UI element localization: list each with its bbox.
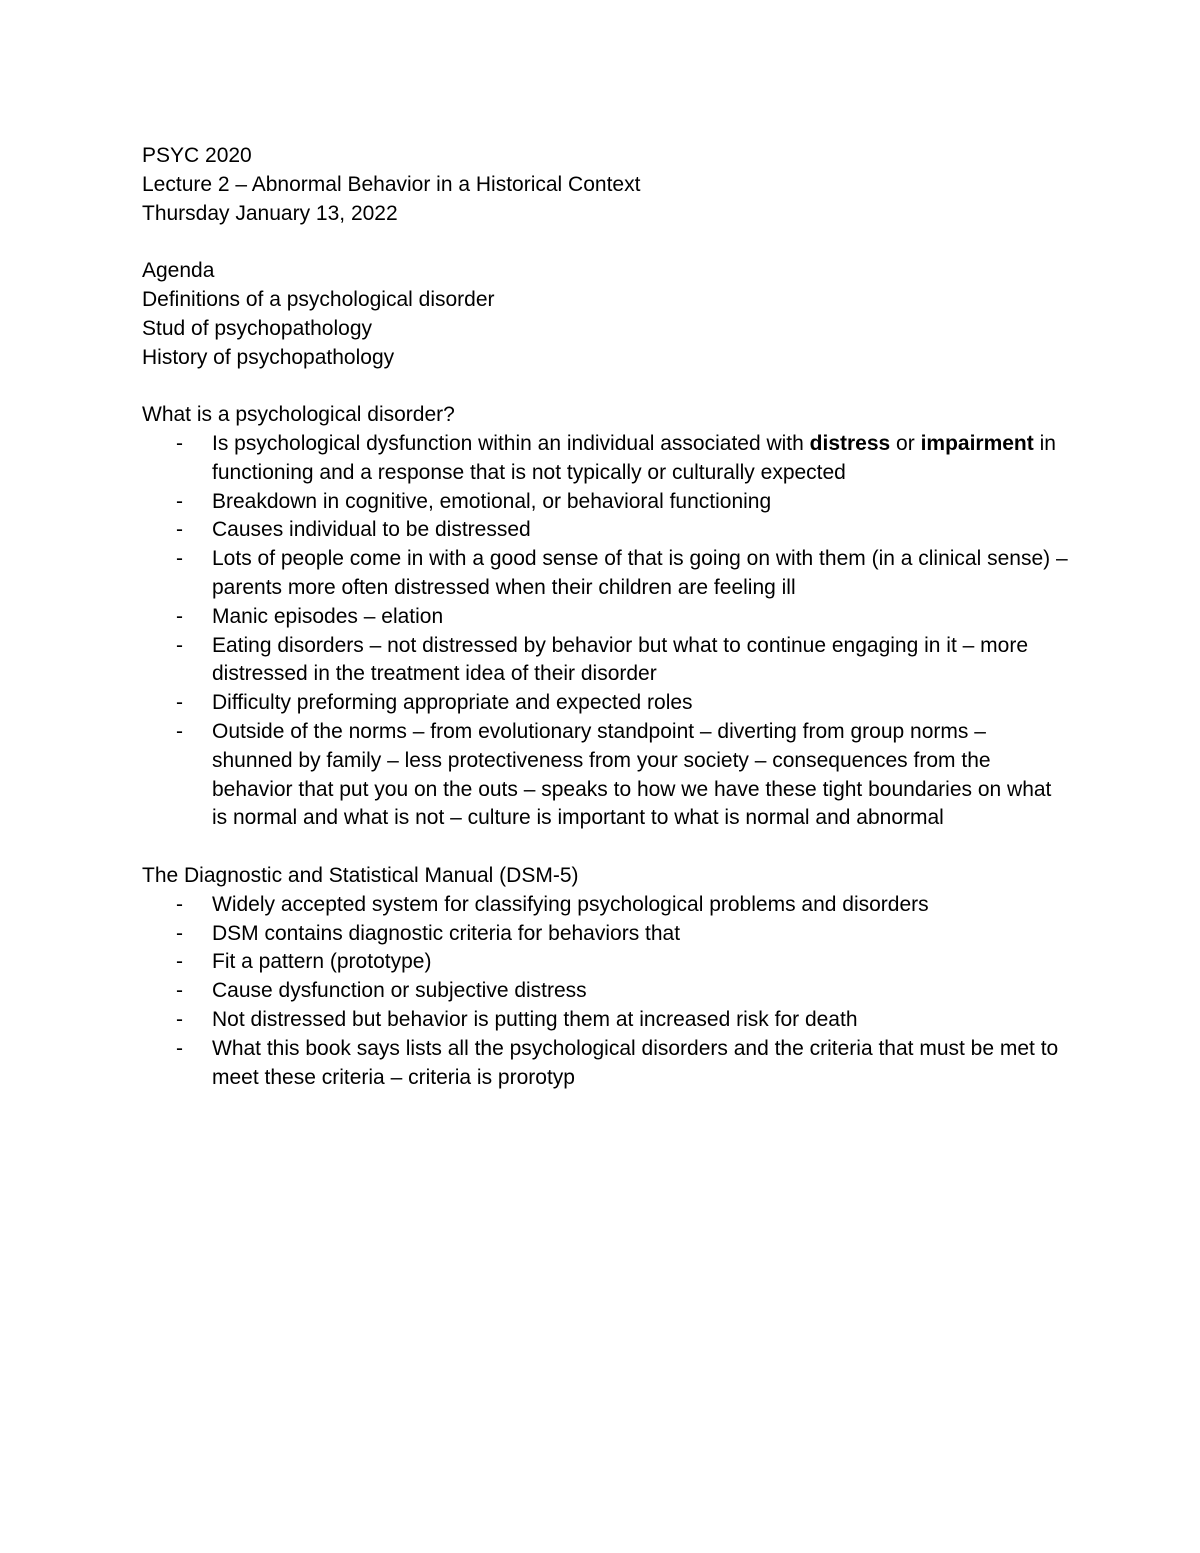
- list-item: [142, 1006, 1072, 1035]
- section-heading-disorder: What is a psychological disorder?: [142, 403, 455, 427]
- bullet-text: What this book says lists all the psychological disorders and the criteria that must be met to meet these criteria – criteria is prorotyp: [212, 1036, 1059, 1089]
- course-code: PSYC 2020: [142, 144, 252, 167]
- bullet-text: Lots of people come in with a good sense of that is going on with them (in a clinical sense) – parents more often distressed when their children are feeling ill: [212, 547, 1068, 599]
- spacer: [142, 833, 1082, 862]
- agenda-item: History of psychopathology: [142, 345, 395, 369]
- section-heading-dsm: The Diagnostic and Statistical Manual (DSM-5): [142, 863, 579, 887]
- list-item: [142, 430, 1072, 488]
- bullet-dash: -: [176, 950, 183, 974]
- bullet-text-part: or: [890, 431, 921, 455]
- bullet-text: DSM contains diagnostic criteria for behaviors that: [212, 921, 681, 945]
- bullet-dash: -: [176, 1036, 183, 1060]
- bullet-dash: -: [176, 518, 183, 542]
- agenda-item: Stud of psychopathology: [142, 316, 372, 340]
- bullet-text: Cause dysfunction or subjective distress: [212, 979, 587, 1003]
- list-item: [142, 632, 1072, 690]
- dsm-bullet-list: [142, 891, 1082, 1093]
- bullet-dash: -: [176, 921, 183, 945]
- list-item: [142, 920, 1072, 949]
- bullet-dash: -: [176, 719, 183, 743]
- bullet-dash: -: [176, 979, 183, 1003]
- bullet-text: Manic episodes – elation: [212, 604, 444, 628]
- list-item: [142, 689, 1072, 718]
- bullet-text: Breakdown in cognitive, emotional, or behavioral functioning: [212, 489, 772, 513]
- bold-term-impairment: impairment: [920, 431, 1034, 455]
- bullet-text: Eating disorders – not distressed by behavior but what to continue engaging in it – more distressed in the treatment idea of their disorder: [212, 633, 1028, 686]
- spacer: [142, 372, 1082, 401]
- disorder-bullet-list: [142, 430, 1082, 833]
- bullet-dash: -: [176, 1007, 183, 1031]
- list-item: [142, 488, 1072, 517]
- agenda-item: Definitions of a psychological disorder: [142, 287, 495, 311]
- bullet-dash: -: [176, 691, 183, 715]
- bullet-text: Outside of the norms – from evolutionary standpoint – diverting from group norms – shunned by family – less protectiveness from your society – consequences from the behavior that put you on the outs – speaks to how we have these tight boundaries on what is normal and what is not – culture is important to what is normal and abnormal: [212, 719, 1052, 830]
- lecture-date: Thursday January 13, 2022: [142, 201, 398, 225]
- bullet-text: Widely accepted system for classifying psychological problems and disorders: [212, 892, 929, 916]
- bullet-text: Causes individual to be distressed: [212, 518, 531, 542]
- bullet-dash: -: [176, 633, 183, 657]
- bullet-dash: -: [176, 892, 183, 916]
- agenda-heading: Agenda: [142, 259, 215, 283]
- bold-term-distress: distress: [809, 431, 891, 455]
- bullet-text-part: in functioning and a response that is not typically or culturally expected: [212, 431, 1056, 484]
- bullet-text: Difficulty preforming appropriate and expected roles: [212, 691, 693, 715]
- bullet-text: Not distressed but behavior is putting them at increased risk for death: [212, 1007, 858, 1031]
- bullet-dash: -: [176, 431, 183, 455]
- lecture-title: Lecture 2 – Abnormal Behavior in a Historical Context: [142, 172, 641, 196]
- list-item: [142, 1035, 1072, 1093]
- list-item: [142, 545, 1072, 603]
- bullet-dash: -: [176, 489, 183, 513]
- list-item: [142, 603, 1072, 632]
- bullet-dash: -: [176, 604, 183, 628]
- bullet-text: Fit a pattern (prototype): [212, 950, 432, 974]
- bullet-dash: -: [176, 547, 183, 571]
- list-item: [142, 948, 1072, 977]
- list-item: [142, 891, 1072, 920]
- spacer: [142, 228, 1082, 257]
- document-page: [142, 142, 1082, 1092]
- bullet-text-part: Is psychological dysfunction within an individual associated with: [212, 431, 810, 455]
- list-item: [142, 977, 1072, 1006]
- list-item: [142, 718, 1072, 833]
- list-item: [142, 516, 1072, 545]
